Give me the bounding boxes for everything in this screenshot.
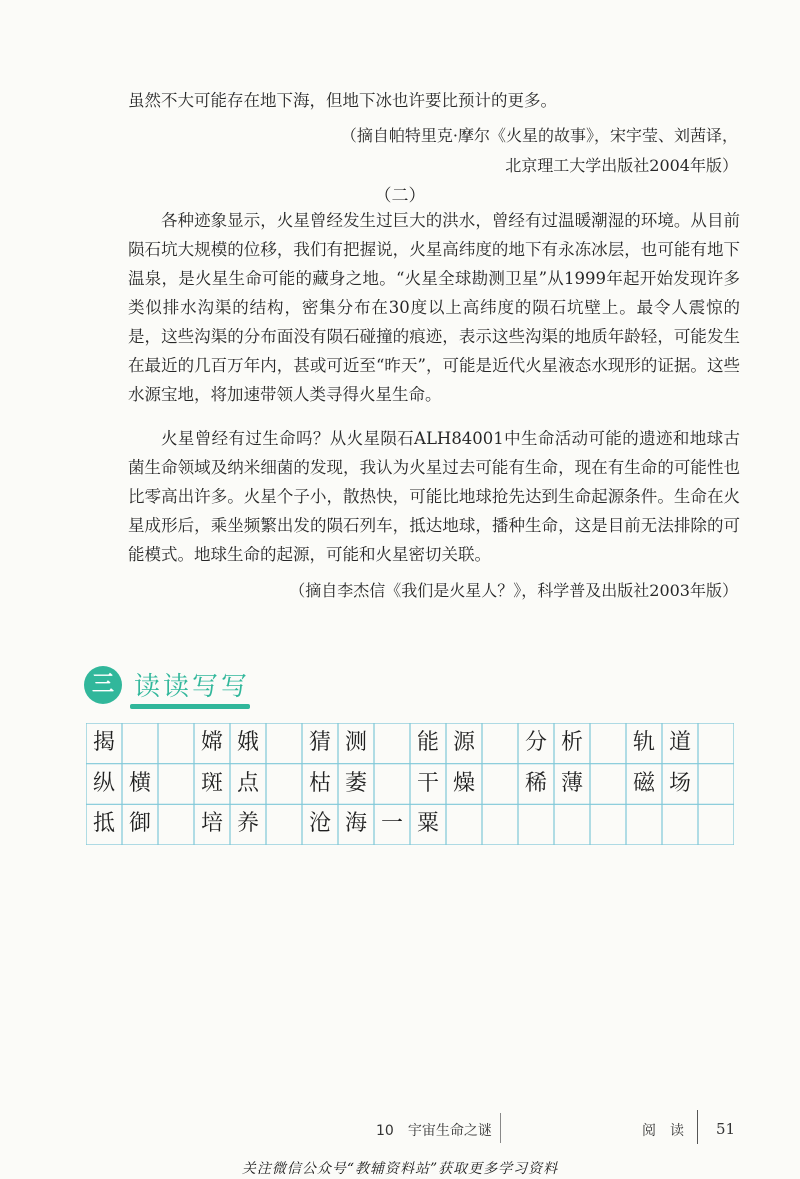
section-title: 读读写写 [134,672,251,702]
grid-character: 海 [344,811,367,837]
word-practice-grid [86,723,734,845]
grid-character: 枯 [308,770,331,796]
section-underline [130,704,250,709]
grid-character: 横 [128,770,151,796]
watermark-text: 关注微信公众号“教辅资料站”获取更多学习资料 [241,1161,559,1177]
grid-character: 养 [236,811,259,837]
footer-section: 阅 读 [642,1123,684,1139]
grid-character: 分 [524,730,547,755]
grid-character: 点 [236,770,259,796]
grid-character: 干 [416,770,439,796]
grid-character: 磁 [632,770,655,796]
grid-character: 嫦 [200,730,223,755]
grid-character: 揭 [92,730,115,755]
page-number: 51 [716,1120,736,1138]
source-citation-2: （摘自李杰信《我们是火星人？》，科学普及出版社2003年版） [289,581,738,600]
grid-character: 析 [560,730,583,755]
grid-character: 娥 [236,730,259,755]
grid-character: 燥 [452,770,475,796]
paragraph-1: 各种迹象显示，火星曾经发生过巨大的洪水，曾经有过温暖潮湿的环境。从目前陨石坑大规模的位移，我们有把握说，火星高纬度的地下有永冻冰层，也可能有地下温泉，是火星生命可能的藏身之地。“火星全球勘测卫星”从1999年起开始发现许多类似排水沟渠的结构，密集分布在30度以上高纬度的陨石坑壁上。最令人震惊的是，这些沟渠的分布面没有陨石碰撞的痕迹，表示这些沟渠的地质年龄轻，可能发生在最近的几百万年内，甚或可近至“昨天”，可能是近代火星液态水现形的证据。这些水源宝地，将加速带领人类寻得火星生命。 [128,211,740,404]
grid-character: 薄 [560,770,583,796]
grid-character: 斑 [200,770,223,796]
grid-character: 御 [128,811,151,837]
grid-character: 测 [344,730,367,755]
grid-character: 纵 [92,770,115,796]
footer-divider [697,1110,698,1144]
section-number-badge [84,666,122,704]
paragraph-2: 火星曾经有过生命吗？从火星陨石ALH84001中生命活动可能的遗迹和地球古菌生命领域及纳米细菌的发现，我认为火星过去可能有生命，现在有生命的可能性也比零高出许多。火星个子小，散热快，可能比地球抢先达到生命起源条件。生命在火星成形后，乘坐频繁出发的陨石列车，抵达地球，播种生命，这是目前无法排除的可能模式。地球生命的起源，可能和火星密切关联。 [128,429,740,564]
grid-character: 猜 [308,730,331,755]
grid-character: 抵 [92,811,115,837]
footer-chapter: 10 宇宙生命之谜 [376,1123,492,1139]
grid-character: 能 [416,730,439,755]
top-text-line: 虽然不大可能存在地下海，但地下冰也许要比预计的更多。 [128,91,557,110]
grid-character: 道 [668,730,691,755]
grid-character: 稀 [524,770,547,796]
part-two-heading: （二） [374,186,426,206]
grid-character: 培 [200,811,223,837]
source-citation-1-line1: （摘自帕特里克·摩尔《火星的故事》，宋宇莹、刘茜译， [340,126,738,145]
footer-divider-left [500,1113,501,1143]
grid-character: 萎 [344,770,367,796]
grid-character: 源 [452,730,475,755]
grid-character: 一 [380,811,403,837]
grid-character: 轨 [632,730,655,755]
grid-character: 沧 [308,811,331,837]
grid-character: 粟 [416,811,439,837]
source-citation-1-line2: 北京理工大学出版社2004年版） [505,156,738,175]
section-header [84,664,284,714]
section-number: 三 [91,672,114,697]
grid-character: 场 [668,770,691,796]
